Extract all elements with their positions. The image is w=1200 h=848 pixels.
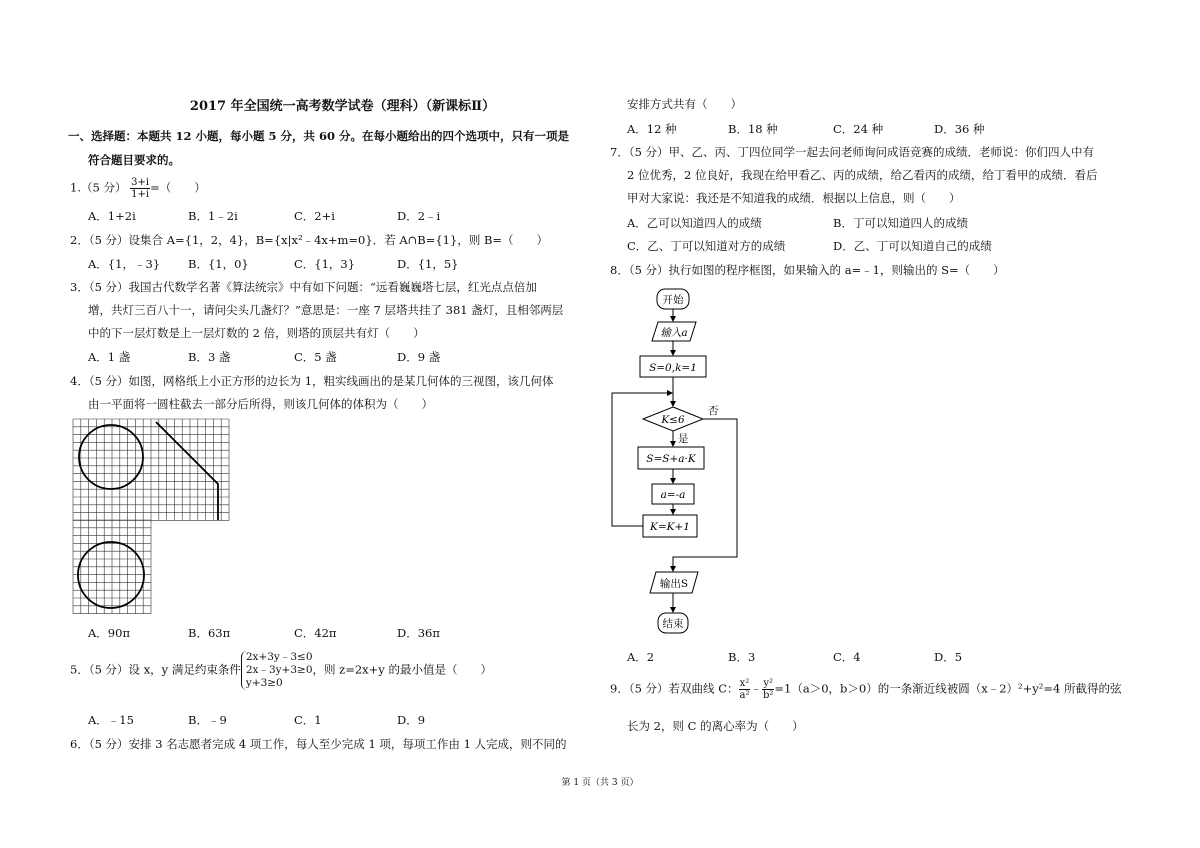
option-d: D．乙、丁可以知道自己的成绩 [833, 239, 992, 253]
option-c: C．2+i [294, 209, 335, 223]
question-3-line-2: 增，共灯三百八十一，请问尖头几盏灯？”意思是：一座 7 层塔共挂了 381 盏灯，且相邻两层 [88, 303, 564, 317]
option-b: B．1﹣2i [188, 209, 238, 223]
option-b: B．{1，0} [188, 257, 249, 271]
question-7-line-1: 7．（5 分）甲、乙、丙、丁四位同学一起去问老师询问成语竞赛的成绩．老师说：你们四人中有 [610, 145, 1095, 159]
option-d: D．5 [934, 650, 963, 664]
option-a: A．乙可以知道四人的成绩 [627, 216, 762, 230]
question-tail: =（ ） [150, 180, 206, 195]
flow-step-increment-label: K=K+1 [650, 521, 690, 533]
question-9 [610, 678, 1121, 701]
option-d: D．36 种 [934, 122, 985, 136]
option-d: D．2﹣i [397, 209, 441, 223]
flowchart [600, 285, 760, 637]
question-3-line-1: 3．（5 分）我国古代数学名著《算法统宗》中有如下问题：“远看巍巍塔七层，红光点点倍加 [70, 280, 537, 294]
option-b: B．18 种 [728, 122, 778, 136]
option-b: B．3 盏 [188, 350, 231, 364]
question-7-line-2: 2 位优秀，2 位良好，我现在给甲看乙、丙的成绩，给乙看丙的成绩，给丁看甲的成绩．看后 [627, 168, 1098, 182]
option-c: C．乙、丁可以知道对方的成绩 [627, 239, 786, 253]
option-b: B．3 [728, 650, 756, 664]
option-b: B．﹣9 [188, 713, 227, 727]
fraction-y: $\frac{\text{y²}}{\text{b²}}$ [762, 678, 774, 701]
question-suffix: =1（a＞0，b＞0）的一条渐近线被圆（x﹣2）²+y²=4 所截得的弦 [774, 681, 1122, 696]
question-8: 8．（5 分）执行如图的程序框图，如果输入的 a=﹣1，则输出的 S=（ ） [610, 263, 1005, 277]
option-c: C．1 [294, 713, 322, 727]
option-c: C．5 盏 [294, 350, 337, 364]
three-view-figure [72, 418, 232, 614]
option-c: C．42π [294, 626, 337, 640]
question-9-line-2: 长为 2，则 C 的离心率为（ ） [627, 719, 804, 733]
section-heading-cont: 符合题目要求的。 [88, 153, 180, 167]
question-4-line-2: 由一平面将一圆柱截去一部分后所得，则该几何体的体积为（ ） [88, 397, 433, 411]
option-b: B．63π [188, 626, 231, 640]
flow-yes-label: 是 [678, 433, 689, 445]
constraint-system: 2x+3y﹣3≤0 2x﹣3y+3≥0 y+3≥0 [241, 651, 313, 690]
question-suffix: ，则 z=2x+y 的最小值是（ ） [312, 662, 492, 677]
question-6-line-2: 安排方式共有（ ） [627, 97, 742, 111]
option-c: C．{1，3} [294, 257, 356, 271]
option-c: C．24 种 [833, 122, 884, 136]
minus-sign: ﹣ [750, 681, 762, 696]
flow-no-label: 否 [708, 405, 719, 417]
flow-step-negate-label: a=-a [660, 489, 686, 501]
option-a: A．1 盏 [88, 350, 131, 364]
page-footer: 第 1 页（共 3 页） [561, 778, 639, 788]
option-d: D．36π [397, 626, 440, 640]
option-a: A．{1，﹣3} [88, 257, 161, 271]
fraction: $\frac{3+i}{1+i}$ [131, 177, 150, 200]
flow-output-label: 输出S [659, 578, 689, 590]
question-prefix: 9．（5 分）若双曲线 C： [610, 681, 739, 696]
option-c: C．4 [833, 650, 861, 664]
flow-init-label: S=0,k=1 [649, 362, 697, 374]
question-score: （5 分） [80, 180, 127, 195]
option-b: B．丁可以知道四人的成绩 [833, 216, 968, 230]
option-a: A．﹣15 [88, 713, 134, 727]
question-1 [70, 177, 206, 200]
option-d: D．{1，5} [397, 257, 459, 271]
flow-input-label: 输入a [660, 327, 688, 339]
question-prefix: 5．（5 分）设 x，y 满足约束条件 [70, 662, 241, 677]
question-7-line-3: 甲对大家说：我还是不知道我的成绩．根据以上信息，则（ ） [627, 191, 961, 205]
option-a: A．1+2i [88, 209, 136, 223]
option-a: A．90π [88, 626, 130, 640]
fraction-x: $\frac{\text{x²}}{\text{a²}}$ [739, 678, 750, 701]
question-3-line-3: 中的下一层灯数是上一层灯数的 2 倍，则塔的顶层共有灯（ ） [88, 326, 425, 340]
page-title: 2017 年全国统一高考数学试卷（理科）（新课标Ⅱ） [189, 99, 496, 114]
option-a: A．12 种 [627, 122, 677, 136]
question-number: 1. [70, 180, 81, 195]
option-d: D．9 [397, 713, 426, 727]
option-a: A．2 [627, 650, 655, 664]
question-5 [70, 651, 492, 690]
flow-end-label: 结束 [662, 618, 684, 630]
side-view-outline [156, 422, 218, 520]
flow-start-label: 开始 [662, 294, 684, 306]
question-4-line-1: 4．（5 分）如图，网格纸上小正方形的边长为 1，粗实线画出的是某几何体的三视图，该几何体 [70, 374, 554, 388]
flow-step-sum-label: S=S+a·K [646, 453, 696, 465]
question-6-line-1: 6．（5 分）安排 3 名志愿者完成 4 项工作，每人至少完成 1 项，每项工作由 1 人完成，则不同的 [70, 737, 567, 751]
flow-condition-label: K≤6 [661, 414, 685, 426]
section-heading: 一、选择题：本题共 12 小题，每小题 5 分，共 60 分。在每小题给出的四个选项中，只有一项是 [68, 129, 570, 143]
question-2: 2．（5 分）设集合 A={1，2，4}，B={x|x²﹣4x+m=0}．若 A∩B={1}，则 B=（ ） [70, 233, 549, 247]
option-d: D．9 盏 [397, 350, 441, 364]
